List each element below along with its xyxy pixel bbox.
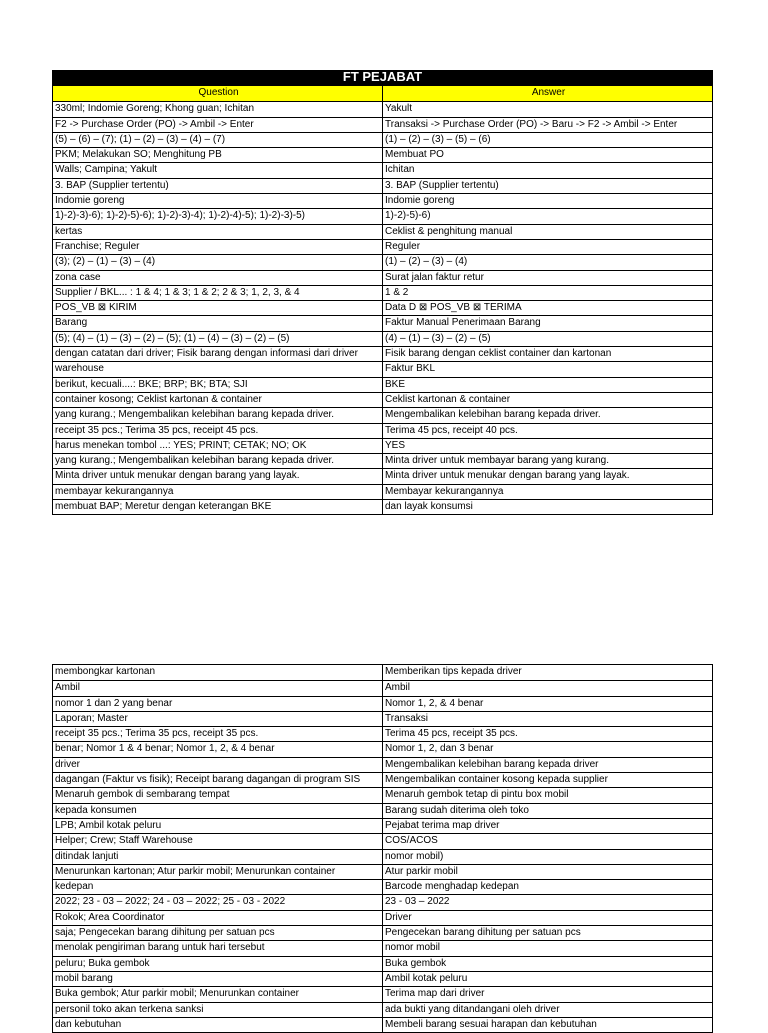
question-cell: F2 -> Purchase Order (PO) -> Ambil -> Enter bbox=[53, 118, 383, 132]
question-cell: yang kurang.; Mengembalikan kelebihan barang kepada driver. bbox=[53, 454, 383, 468]
question-cell: nomor 1 dan 2 yang benar bbox=[53, 697, 383, 711]
table-row bbox=[53, 147, 712, 162]
answer-cell: Fisik barang dengan ceklist container dan kartonan bbox=[385, 348, 612, 360]
answer-cell: Ceklist & penghitung manual bbox=[385, 225, 513, 237]
answer-cell: Faktur Manual Penerimaan Barang bbox=[385, 317, 541, 329]
table-row bbox=[53, 833, 712, 848]
answer-cell: Membuat PO bbox=[385, 149, 444, 161]
table-row bbox=[53, 346, 712, 361]
question-cell: dagangan (Faktur vs fisik); Receipt barang dagangan di program SIS bbox=[53, 773, 383, 787]
table-row bbox=[53, 208, 712, 223]
question-cell: harus menekan tombol ...: YES; PRINT; CETAK; NO; OK bbox=[53, 439, 383, 453]
question-cell: 3. BAP (Supplier tertentu) bbox=[53, 179, 383, 193]
question-cell: membuat BAP; Meretur dengan keterangan BKE bbox=[53, 500, 383, 514]
answer-cell: Data D ⊠ POS_VB ⊠ TERIMA bbox=[385, 302, 522, 314]
table-row bbox=[53, 772, 712, 787]
question-cell: dengan catatan dari driver; Fisik barang dengan informasi dari driver bbox=[53, 347, 383, 361]
table-row bbox=[53, 849, 712, 864]
table-row bbox=[53, 971, 712, 986]
table-row bbox=[53, 741, 712, 756]
answer-cell: BKE bbox=[385, 378, 406, 390]
answer-cell: YES bbox=[385, 439, 406, 451]
table-row bbox=[53, 315, 712, 330]
answer-cell: 1)-2)-5)-6) bbox=[385, 210, 431, 222]
table-row bbox=[53, 178, 712, 193]
answer-cell: Menaruh gembok tetap di pintu box mobil bbox=[385, 789, 569, 801]
question-cell: (5) – (6) – (7); (1) – (2) – (3) – (4) – (7) bbox=[53, 133, 383, 147]
table-row bbox=[53, 1017, 712, 1032]
answer-cell: dan layak konsumsi bbox=[385, 501, 473, 513]
question-cell: container kosong; Ceklist kartonan & container bbox=[53, 393, 383, 407]
answer-cell: Transaksi -> Purchase Order (PO) -> Baru -> F2 -> Ambil -> Enter bbox=[385, 118, 678, 130]
answer-cell: nomor mobil bbox=[385, 942, 441, 954]
question-cell: Buka gembok; Atur parkir mobil; Menurunkan container bbox=[53, 987, 383, 1001]
table-row bbox=[53, 940, 712, 955]
question-cell: 1)-2)-3)-6); 1)-2)-5)-6); 1)-2)-3)-4); 1)-2)-4)-5); 1)-2)-3)-5) bbox=[53, 209, 383, 223]
question-cell: receipt 35 pcs.; Terima 35 pcs, receipt 35 pcs. bbox=[53, 727, 383, 741]
question-cell: driver bbox=[53, 758, 383, 772]
table-row bbox=[53, 285, 712, 300]
question-cell: yang kurang.; Mengembalikan kelebihan barang kepada driver. bbox=[53, 408, 383, 422]
answer-cell: Atur parkir mobil bbox=[385, 865, 458, 877]
answer-cell: Buka gembok bbox=[385, 957, 447, 969]
answer-cell: (1) – (2) – (3) – (4) bbox=[385, 256, 468, 268]
table-row bbox=[53, 300, 712, 315]
table-row bbox=[53, 757, 712, 772]
answer-cell: Surat jalan faktur retur bbox=[385, 271, 484, 283]
question-cell: menolak pengiriman barang untuk hari tersebut bbox=[53, 941, 383, 955]
table-row bbox=[53, 132, 712, 147]
answer-cell: Yakult bbox=[385, 103, 413, 115]
table-row bbox=[53, 101, 712, 116]
answer-cell: Mengembalikan kelebihan barang kepada driver. bbox=[385, 409, 601, 421]
table-row bbox=[53, 879, 712, 894]
table-row bbox=[53, 680, 712, 695]
table-row bbox=[53, 193, 712, 208]
table-row bbox=[53, 499, 712, 514]
table-title: FT PEJABAT bbox=[53, 71, 712, 86]
question-cell: Menaruh gembok di sembarang tempat bbox=[53, 788, 383, 802]
table-row bbox=[53, 925, 712, 940]
question-cell: membongkar kartonan bbox=[53, 665, 383, 680]
answer-cell: Minta driver untuk membayar barang yang kurang. bbox=[385, 455, 610, 467]
question-cell: PKM; Melakukan SO; Menghitung PB bbox=[53, 148, 383, 162]
question-cell: mobil barang bbox=[53, 972, 383, 986]
question-cell: kepada konsumen bbox=[53, 804, 383, 818]
question-cell: POS_VB ⊠ KIRIM bbox=[53, 301, 383, 315]
question-cell: Supplier / BKL... : 1 & 4; 1 & 3; 1 & 2; 2 & 3; 1, 2, 3, & 4 bbox=[53, 286, 383, 300]
answer-cell: Membayar kekurangannya bbox=[385, 485, 504, 497]
question-cell: Indomie goreng bbox=[53, 194, 383, 208]
answer-cell: (4) – (1) – (3) – (2) – (5) bbox=[385, 332, 491, 344]
table-row bbox=[53, 986, 712, 1001]
answer-cell: Nomor 1, 2, & 4 benar bbox=[385, 697, 484, 709]
question-cell: zona case bbox=[53, 271, 383, 285]
question-cell: Franchise; Reguler bbox=[53, 240, 383, 254]
table-row bbox=[53, 787, 712, 802]
question-cell: dan kebutuhan bbox=[53, 1018, 383, 1032]
answer-cell: COS/ACOS bbox=[385, 835, 438, 847]
question-cell: benar; Nomor 1 & 4 benar; Nomor 1, 2, & 4 benar bbox=[53, 742, 383, 756]
question-cell: Helper; Crew; Staff Warehouse bbox=[53, 834, 383, 848]
table-row bbox=[53, 468, 712, 483]
question-cell: membayar kekurangannya bbox=[53, 485, 383, 499]
question-cell: ditindak lanjuti bbox=[53, 850, 383, 864]
table-row bbox=[53, 254, 712, 269]
answer-cell: Ichitan bbox=[385, 164, 415, 176]
question-cell: Menurunkan kartonan; Atur parkir mobil; Menurunkan container bbox=[53, 865, 383, 879]
table-row bbox=[53, 224, 712, 239]
answer-cell: Driver bbox=[385, 911, 412, 923]
question-cell: 330ml; Indomie Goreng; Khong guan; Ichitan bbox=[53, 102, 383, 116]
question-cell: saja; Pengecekan barang dihitung per satuan pcs bbox=[53, 926, 383, 940]
table-row bbox=[53, 392, 712, 407]
table-row bbox=[53, 1002, 712, 1017]
answer-cell: Pengecekan barang dihitung per satuan pcs bbox=[385, 927, 581, 939]
answer-cell: Terima 45 pcs, receipt 35 pcs. bbox=[385, 728, 518, 740]
table-row bbox=[53, 162, 712, 177]
table-header-row bbox=[53, 86, 712, 101]
question-cell: Laporan; Master bbox=[53, 712, 383, 726]
answer-cell: Ceklist kartonan & container bbox=[385, 393, 511, 405]
answer-cell: Transaksi bbox=[385, 712, 428, 724]
table-row bbox=[53, 423, 712, 438]
question-cell: Rokok; Area Coordinator bbox=[53, 911, 383, 925]
answer-cell: Mengembalikan container kosong kepada supplier bbox=[385, 774, 608, 786]
table-row bbox=[53, 726, 712, 741]
answer-cell: 1 & 2 bbox=[385, 286, 409, 298]
answer-cell: ada bukti yang ditandangani oleh driver bbox=[385, 1003, 560, 1015]
answer-key-table-continued bbox=[52, 664, 713, 1033]
question-cell: receipt 35 pcs.; Terima 35 pcs, receipt 45 pcs. bbox=[53, 424, 383, 438]
question-cell: Ambil bbox=[53, 681, 383, 695]
question-cell: kedepan bbox=[53, 880, 383, 894]
question-cell: personil toko akan terkena sanksi bbox=[53, 1003, 383, 1017]
question-cell: LPB; Ambil kotak peluru bbox=[53, 819, 383, 833]
table-row bbox=[53, 910, 712, 925]
table-row bbox=[53, 117, 712, 132]
table-row bbox=[53, 270, 712, 285]
table-body bbox=[53, 665, 712, 1032]
table-row bbox=[53, 864, 712, 879]
answer-cell: Pejabat terima map driver bbox=[385, 819, 500, 831]
answer-cell: 23 - 03 – 2022 bbox=[385, 896, 450, 908]
question-cell: peluru; Buka gembok bbox=[53, 957, 383, 971]
answer-cell: Terima map dari driver bbox=[385, 988, 485, 1000]
answer-cell: Indomie goreng bbox=[385, 195, 455, 207]
table-row bbox=[53, 377, 712, 392]
question-cell: (3); (2) – (1) – (3) – (4) bbox=[53, 255, 383, 269]
table-row bbox=[53, 665, 712, 680]
table-row bbox=[53, 438, 712, 453]
question-cell: 2022; 23 - 03 – 2022; 24 - 03 – 2022; 25 - 03 - 2022 bbox=[53, 895, 383, 909]
answer-cell: Nomor 1, 2, dan 3 benar bbox=[385, 743, 494, 755]
answer-cell: Reguler bbox=[385, 240, 421, 252]
question-cell: Barang bbox=[53, 316, 383, 330]
table-body bbox=[53, 101, 712, 514]
answer-cell: Minta driver untuk menukar dengan barang yang layak. bbox=[385, 470, 630, 482]
answer-column-header: Answer bbox=[531, 87, 566, 98]
table-row bbox=[53, 453, 712, 468]
answer-cell: Terima 45 pcs, receipt 40 pcs. bbox=[385, 424, 518, 436]
table-row bbox=[53, 894, 712, 909]
answer-cell: Ambil bbox=[385, 682, 411, 694]
answer-key-table bbox=[52, 70, 713, 515]
answer-cell: Ambil kotak peluru bbox=[385, 972, 468, 984]
table-row bbox=[53, 803, 712, 818]
table-row bbox=[53, 407, 712, 422]
table-row bbox=[53, 696, 712, 711]
answer-cell: nomor mobil) bbox=[385, 850, 444, 862]
answer-cell: Faktur BKL bbox=[385, 363, 436, 375]
answer-cell: Mengembalikan kelebihan barang kepada driver bbox=[385, 758, 599, 770]
answer-cell: (1) – (2) – (3) – (5) – (6) bbox=[385, 133, 491, 145]
question-cell: Walls; Campina; Yakult bbox=[53, 163, 383, 177]
answer-cell: Membeli barang sesuai harapan dan kebutuhan bbox=[385, 1018, 597, 1030]
question-cell: warehouse bbox=[53, 362, 383, 376]
table-row bbox=[53, 331, 712, 346]
table-row bbox=[53, 818, 712, 833]
table-row bbox=[53, 484, 712, 499]
table-row bbox=[53, 711, 712, 726]
question-cell: (5); (4) – (1) – (3) – (2) – (5); (1) – (4) – (3) – (2) – (5) bbox=[53, 332, 383, 346]
answer-cell: Barang sudah diterima oleh toko bbox=[385, 804, 529, 816]
question-column-header: Question bbox=[53, 86, 383, 101]
table-row bbox=[53, 361, 712, 376]
question-cell: berikut, kecuali....: BKE; BRP; BK; BTA; SJI bbox=[53, 378, 383, 392]
question-cell: Minta driver untuk menukar dengan barang yang layak. bbox=[53, 469, 383, 483]
answer-cell: Barcode menghadap kedepan bbox=[385, 881, 519, 893]
table-row bbox=[53, 239, 712, 254]
table-row bbox=[53, 956, 712, 971]
answer-cell: Memberikan tips kepada driver bbox=[385, 666, 522, 677]
question-cell: kertas bbox=[53, 225, 383, 239]
answer-cell: 3. BAP (Supplier tertentu) bbox=[385, 179, 499, 191]
